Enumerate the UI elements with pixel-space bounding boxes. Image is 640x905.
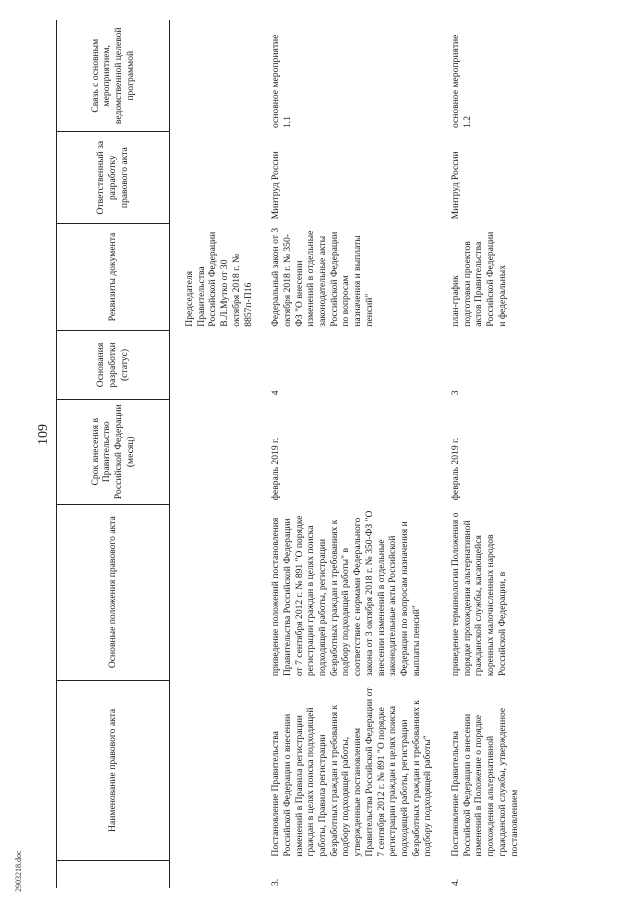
- cell-provisions: приведение положений постановления Правительства Российской Федерации от 7 сентября 2012 г. № 891 "О порядке регистрации граждан в целях поиска подходящей работы, регистрации безработных граждан и требованиях к подбору подходящей работы" в соответствие с нормами Федерального закона от 3 октября 2018 г. № 350-ФЗ "О внесении изменений в отдельные законодательные акты Российской Федерации по вопросам назначения и выплаты пенсий": [270, 510, 422, 677]
- cell-link: основное мероприятие 1.2: [450, 34, 473, 128]
- cell-requisites: Председателя Правительства Российской Федерации В.Л.Мутко от 30 октября 2018 г. № 8857п-П16: [184, 231, 254, 327]
- cell-basis: [170, 331, 257, 400]
- cell-number: 3.: [270, 878, 282, 886]
- col-header-provisions: Основные положения правового акта: [57, 504, 170, 680]
- cell-deadline: февраль 2019 г.: [270, 437, 282, 501]
- cell-responsible: [170, 132, 257, 223]
- cell-name: Постановление Правительства Российской Федерации о внесении изменений в Правила регистрации граждан в целях поиска подходящей работы, Правила регистрации безработных граждан и требования к подбору подходящей работы, утвержденные постановлением Правительства Российской Федерации от 7 сентября 2012 г. № 891 "О порядке регистрации граждан в целях поиска подходящей работы, регистрации безработных граждан и требованиях к подбору подходящей работы": [270, 687, 434, 857]
- col-header-basis: Основания разработки (статус): [57, 331, 170, 400]
- footer-doc-code: 2903218.doc: [14, 850, 23, 892]
- col-header-number: [57, 861, 170, 888]
- page-number: 109: [36, 424, 51, 445]
- col-header-link: Связь с основным мероприятием, ведомственной целевой программой: [57, 20, 170, 132]
- document-table-region: [56, 20, 638, 888]
- cell-link: основное мероприятие 1.1: [270, 34, 293, 128]
- cell-responsible: Минтруд России: [270, 151, 282, 220]
- table-row-continuation: [170, 20, 257, 888]
- cell-requisites: Федеральный закон от 3 октября 2018 г. № 350-ФЗ "О внесении изменений в отдельные законодательные акты Российской Федерации по вопросам назначения и выплаты пенсий": [270, 227, 375, 327]
- cell-name: Постановление Правительства Российской Федерации о внесении изменений в Положение о порядке прохождения альтернативной гражданской службы, утвержденное постановлением: [450, 707, 520, 857]
- col-header-requisites: Реквизиты документа: [57, 223, 170, 330]
- cell-basis: 3: [450, 390, 462, 396]
- cell-basis: 4: [270, 390, 282, 396]
- table-row: [436, 20, 522, 888]
- legal-acts-table: [56, 20, 522, 888]
- col-header-name: Наименование правового акта: [57, 680, 170, 860]
- cell-number: [170, 861, 257, 888]
- cell-responsible: Минтруд России: [450, 151, 462, 220]
- cell-deadline: [170, 399, 257, 504]
- table-header-row: [57, 20, 170, 888]
- col-header-responsible: Ответственный за разработку правового акта: [57, 132, 170, 223]
- cell-requisites: план-график подготовки проектов актов Правительства Российской Федерации и федеральных: [450, 231, 508, 327]
- col-header-deadline: Срок внесения в Правительство Российской Федерации (месяц): [57, 399, 170, 504]
- cell-deadline: февраль 2019 г.: [450, 437, 462, 501]
- table-row: [256, 20, 436, 888]
- cell-link: [170, 20, 257, 132]
- cell-number: 4.: [450, 878, 462, 886]
- cell-provisions: [170, 504, 257, 680]
- cell-provisions: приведение терминологии Положения о порядке прохождения альтернативной гражданской службы, касающейся коренных малочисленных народов Российской Федерации, в: [450, 512, 508, 677]
- cell-name: [170, 680, 257, 860]
